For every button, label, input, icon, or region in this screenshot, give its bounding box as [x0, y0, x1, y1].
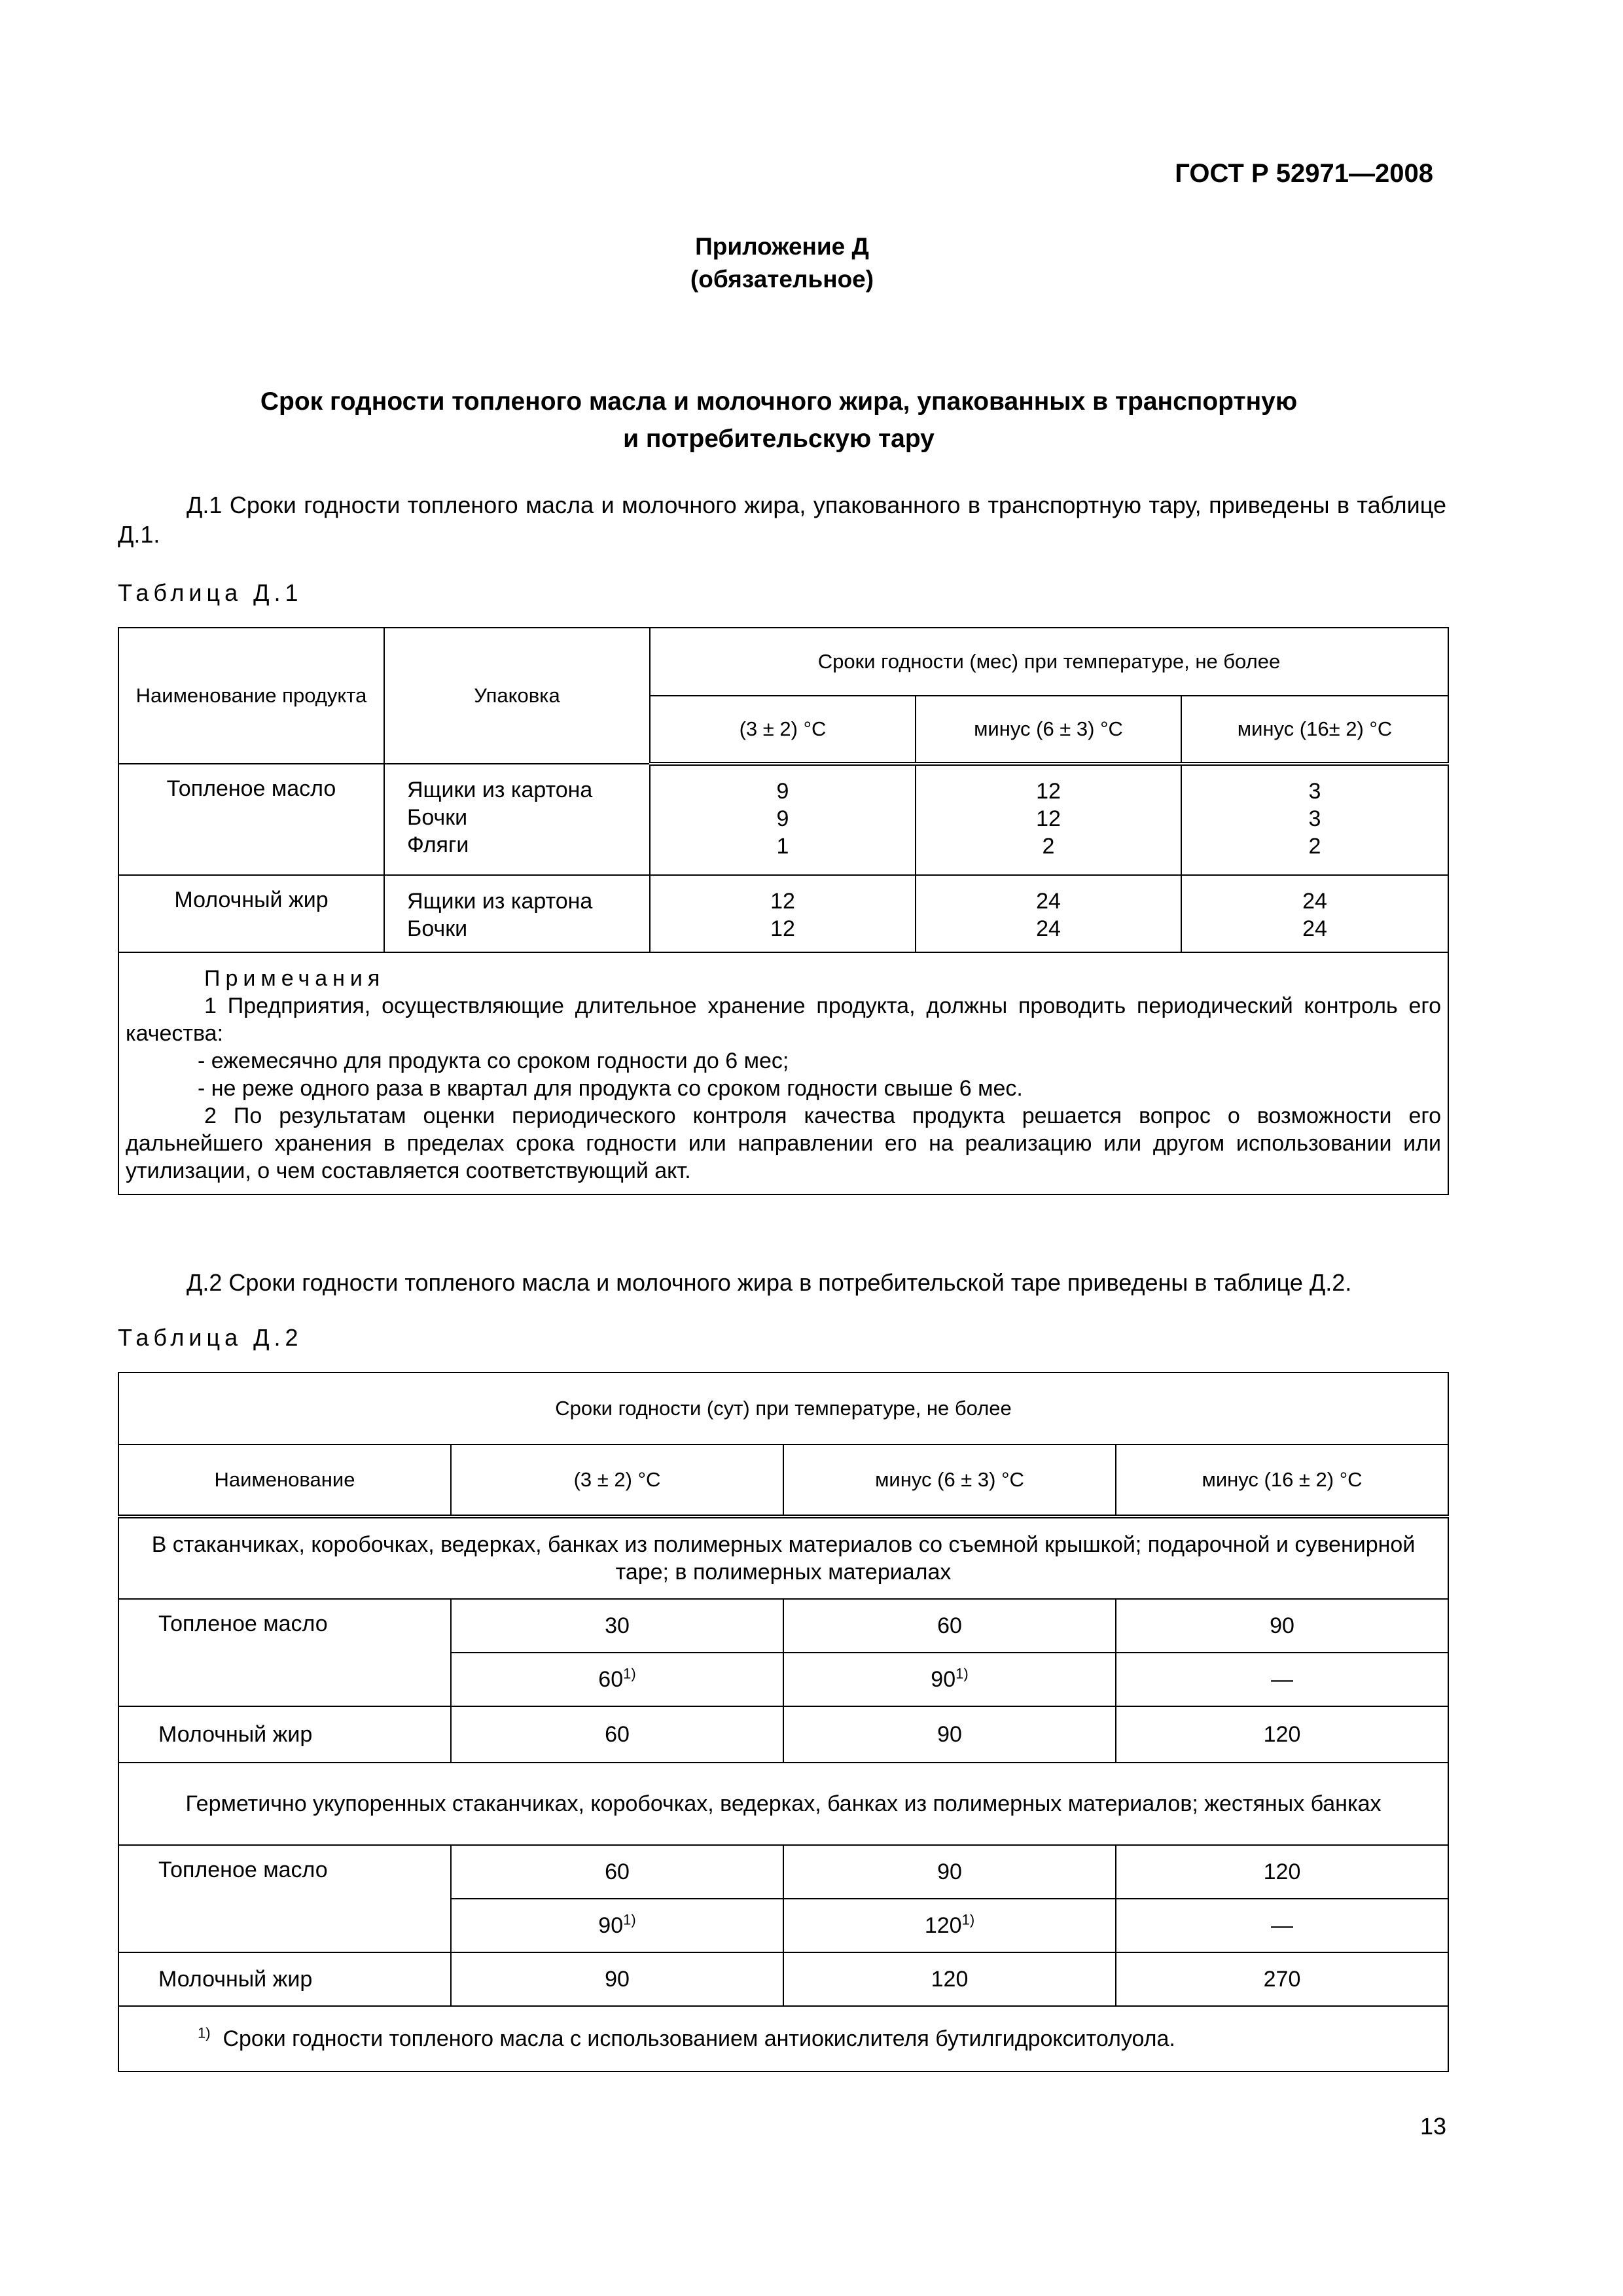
table-row: [118, 764, 1448, 875]
t2-cell: 60: [451, 1845, 783, 1899]
t2-footnote: $^{1)}$ Сроки годности топленого масла с использованием антиокислителя бутилгидрокситолуола.: [118, 2006, 1448, 2072]
t1-header-pack: Упаковка: [384, 628, 650, 764]
t1-header-product: Наименование продукта: [118, 628, 384, 764]
t1-header-temp2: минус (6 ± 3) °С: [916, 696, 1181, 764]
page-number: 13: [1419, 2113, 1446, 2140]
t2-cell: —: [1116, 1899, 1448, 1952]
t1-product: Молочный жир: [118, 875, 384, 952]
t2-cell: 90: [1116, 1599, 1448, 1653]
t2-cell: 60$^{1)}$: [451, 1653, 783, 1706]
notes-heading: Примечания: [204, 966, 385, 991]
t2-header-temp3: минус (16 ± 2) °С: [1116, 1444, 1448, 1516]
table-row: [118, 1599, 1448, 1653]
t1-packs: Ящики из картона Бочки: [384, 875, 650, 952]
t2-cell: —: [1116, 1653, 1448, 1706]
note-1-bullet-1: - ежемесячно для продукта со сроком годности до 6 мес;: [198, 1049, 789, 1073]
paragraph-d1: Д.1 Сроки годности топленого масла и молочного жира, упакованного в транспортную тару, приведены в таблице Д.1.: [118, 492, 1446, 548]
table-row: [118, 875, 1448, 952]
section-title-line1: Срок годности топленого масла и молочного жира, упакованных в транспортную: [260, 387, 1298, 416]
t1-notes-row: [118, 952, 1448, 1194]
table-d2: [118, 1372, 1449, 2072]
t2-header-temp2: минус (6 ± 3) °С: [783, 1444, 1116, 1516]
t2-header-name: Наименование: [118, 1444, 451, 1516]
t1-values-temp1: 12 12: [650, 875, 916, 952]
table-row: [118, 1952, 1448, 2006]
appendix-title: Приложение Д: [695, 233, 869, 260]
section-title-line2: и потребительскую тару: [623, 425, 935, 453]
appendix-status: (обязательное): [690, 266, 874, 293]
t1-product: Топленое масло: [118, 764, 384, 875]
table-row: [118, 1706, 1448, 1763]
t2-cell: 60: [783, 1599, 1116, 1653]
t1-packs: Ящики из картона Бочки Фляги: [384, 764, 650, 875]
t2-cell: 120$^{1)}$: [783, 1899, 1116, 1952]
t1-header-group: Сроки годности (мес) при температуре, не более: [650, 628, 1448, 696]
note-2: 2 По результатам оценки периодического контроля качества продукта решается вопрос о возможности его дальнейшего хранения в пределах срока годности или направлении его на реализацию или другом использовании или утилизации, о чем составляется соответствующий акт.: [126, 1103, 1441, 1183]
t2-cell: 90: [451, 1952, 783, 2006]
t2-product: Молочный жир: [118, 1952, 451, 2006]
t1-values-temp1: 9 9 1: [650, 764, 916, 875]
paragraph-d2: Д.2 Сроки годности топленого масла и молочного жира в потребительской таре приведены в таблице Д.2.: [187, 1269, 1352, 1296]
table1-caption: Таблица Д.1: [118, 579, 303, 606]
t2-product: Молочный жир: [118, 1706, 451, 1763]
t2-product: Топленое масло: [118, 1845, 451, 1952]
t2-product: Топленое масло: [118, 1599, 451, 1706]
t2-cell: 90: [783, 1845, 1116, 1899]
table2-caption: Таблица Д.2: [118, 1324, 303, 1351]
note-1: 1 Предприятия, осуществляющие длительное хранение продукта, должны проводить периодический контроль его качества:: [126, 994, 1441, 1046]
t2-cell: 270: [1116, 1952, 1448, 2006]
t2-cell: 90$^{1)}$: [451, 1899, 783, 1952]
t2-cell: 120: [1116, 1706, 1448, 1763]
t2-cell: 120: [783, 1952, 1116, 2006]
t2-cell: 120: [1116, 1845, 1448, 1899]
t1-header-temp1: (3 ± 2) °С: [650, 696, 916, 764]
table-row: [118, 1845, 1448, 1899]
t2-cell: 90$^{1)}$: [783, 1653, 1116, 1706]
t2-header-temp1: (3 ± 2) °С: [451, 1444, 783, 1516]
t1-values-temp3: 3 3 2: [1181, 764, 1448, 875]
t1-values-temp3: 24 24: [1181, 875, 1448, 952]
t2-cell: 30: [451, 1599, 783, 1653]
t1-values-temp2: 12 12 2: [916, 764, 1181, 875]
t2-section-1: В стаканчиках, коробочках, ведерках, банках из полимерных материалов со съемной крышкой; подарочной и сувенирной таре; в полимерных материалах: [118, 1516, 1448, 1599]
table-d1: [118, 627, 1449, 1195]
t2-header-group: Сроки годности (сут) при температуре, не более: [118, 1372, 1448, 1444]
note-1-bullet-2: - не реже одного раза в квартал для продукта со сроком годности свыше 6 мес.: [198, 1076, 1023, 1101]
t1-header-temp3: минус (16± 2) °С: [1181, 696, 1448, 764]
t1-values-temp2: 24 24: [916, 875, 1181, 952]
standard-code: ГОСТ Р 52971—2008: [1175, 159, 1433, 188]
section-title: [196, 383, 1361, 457]
t2-cell: 90: [783, 1706, 1116, 1763]
t1-notes: [118, 952, 1448, 1194]
t2-section-2: Герметично укупоренных стаканчиках, коробочках, ведерках, банках из полимерных материалов; жестяных банках: [118, 1763, 1448, 1845]
appendix-heading: [0, 230, 1564, 296]
t2-cell: 60: [451, 1706, 783, 1763]
